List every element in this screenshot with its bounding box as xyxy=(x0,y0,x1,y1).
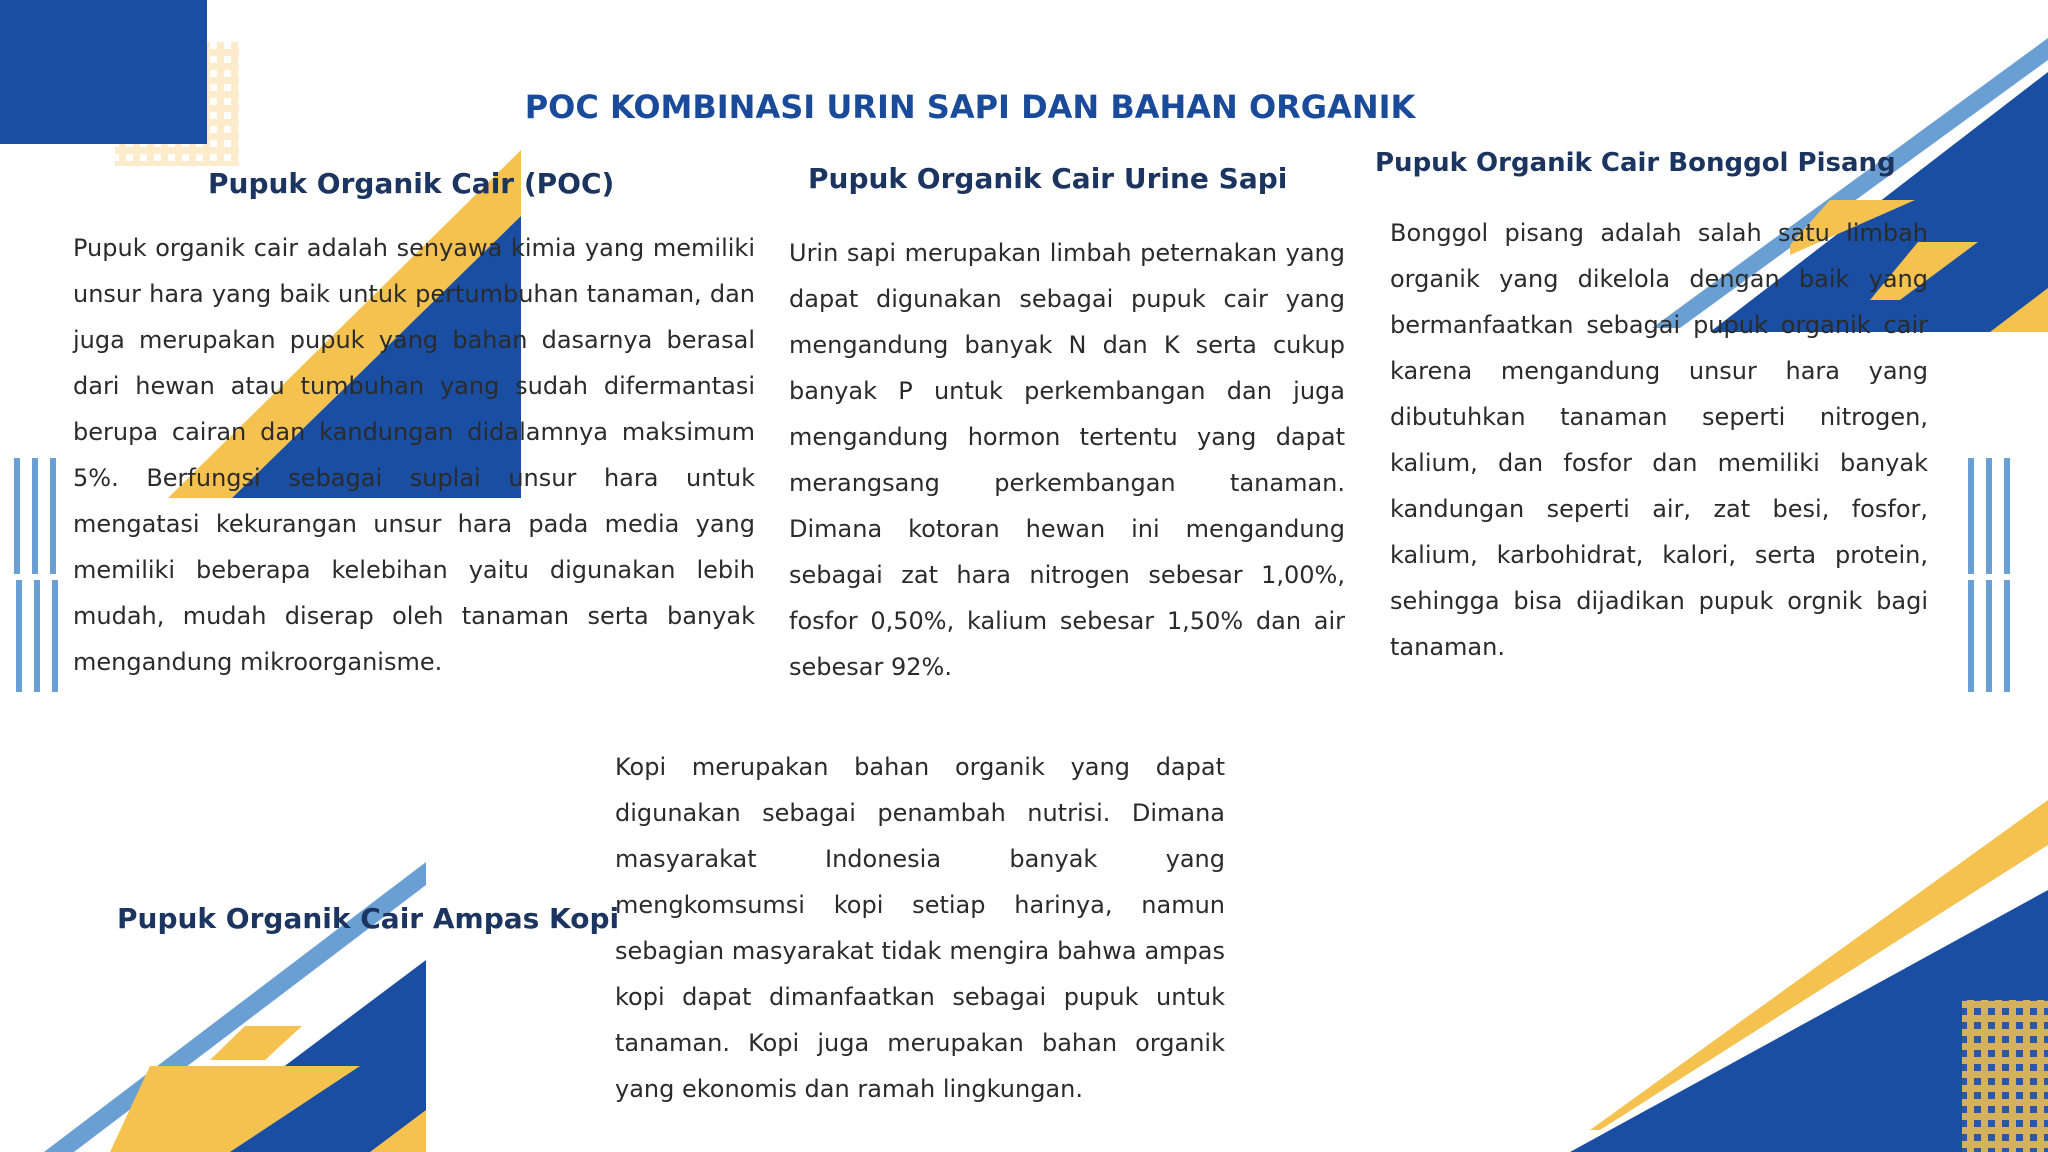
kopi-paragraph: Kopi merupakan bahan organik yang dapat digunakan sebagai penambah nutrisi. Dimana masyarakat Indonesia banyak yang mengkomsumsi kopi setiap harinya, namun sebagian masyarakat tidak mengira bahwa ampas kopi dapat dimanfaatkan sebagai pupuk untuk tanaman. Kopi juga merupakan bahan organik yang ekonomis dan ramah lingkungan. xyxy=(615,753,1225,1103)
poc-heading: Pupuk Organik Cair (POC) xyxy=(208,167,615,200)
bonggol-paragraph: Bonggol pisang adalah salah satu limbah organik yang dikelola dengan baik yang bermanfaatkan sebagai pupuk organik cair karena mengandung unsur hara yang dibutuhkan tanaman seperti nitrogen, kalium, dan fosfor dan memiliki banyak kandungan seperti air, zat besi, fosfor, kalium, karbohidrat, kalori, serta protein, sehingga bisa dijadikan pupuk orgnik bagi tanaman. xyxy=(1390,219,1928,661)
urine-heading: Pupuk Organik Cair Urine Sapi xyxy=(808,162,1288,195)
kopi-heading: Pupuk Organik Cair Ampas Kopi xyxy=(117,902,620,935)
poc-paragraph: Pupuk organik cair adalah senyawa kimia yang memiliki unsur hara yang baik untuk pertumbuhan tanaman, dan juga merupakan pupuk yang bahan dasarnya berasal dari hewan atau tumbuhan yang sudah difermantasi berupa cairan dan kandungan didalamnya maksimum 5%. Berfungsi sebagai suplai unsur hara untuk mengatasi kekurangan unsur hara pada media yang memiliki beberapa kelebihan yaitu digunakan lebih mudah, mudah diserap oleh tanaman serta banyak mengandung mikroorganisme. xyxy=(73,234,755,676)
left-stripes-decoration xyxy=(14,458,58,692)
right-stripes-decoration xyxy=(1968,458,2010,692)
bottom-right-corner-decoration xyxy=(1570,800,2048,1152)
slide-title: POC KOMBINASI URIN SAPI DAN BAHAN ORGANIK xyxy=(524,88,1416,126)
bonggol-heading: Pupuk Organik Cair Bonggol Pisang xyxy=(1375,148,1896,178)
top-left-corner-decoration xyxy=(0,0,239,166)
urine-paragraph: Urin sapi merupakan limbah peternakan yang dapat digunakan sebagai pupuk cair yang mengandung banyak N dan K serta cukup banyak P untuk perkembangan dan juga mengandung hormon tertentu yang dapat merangsang perkembangan tanaman. Dimana kotoran hewan ini mengandung sebagai zat hara nitrogen sebesar 1,00%, fosfor 0,50%, kalium sebesar 1,50% dan air sebesar 92%. xyxy=(789,239,1345,681)
